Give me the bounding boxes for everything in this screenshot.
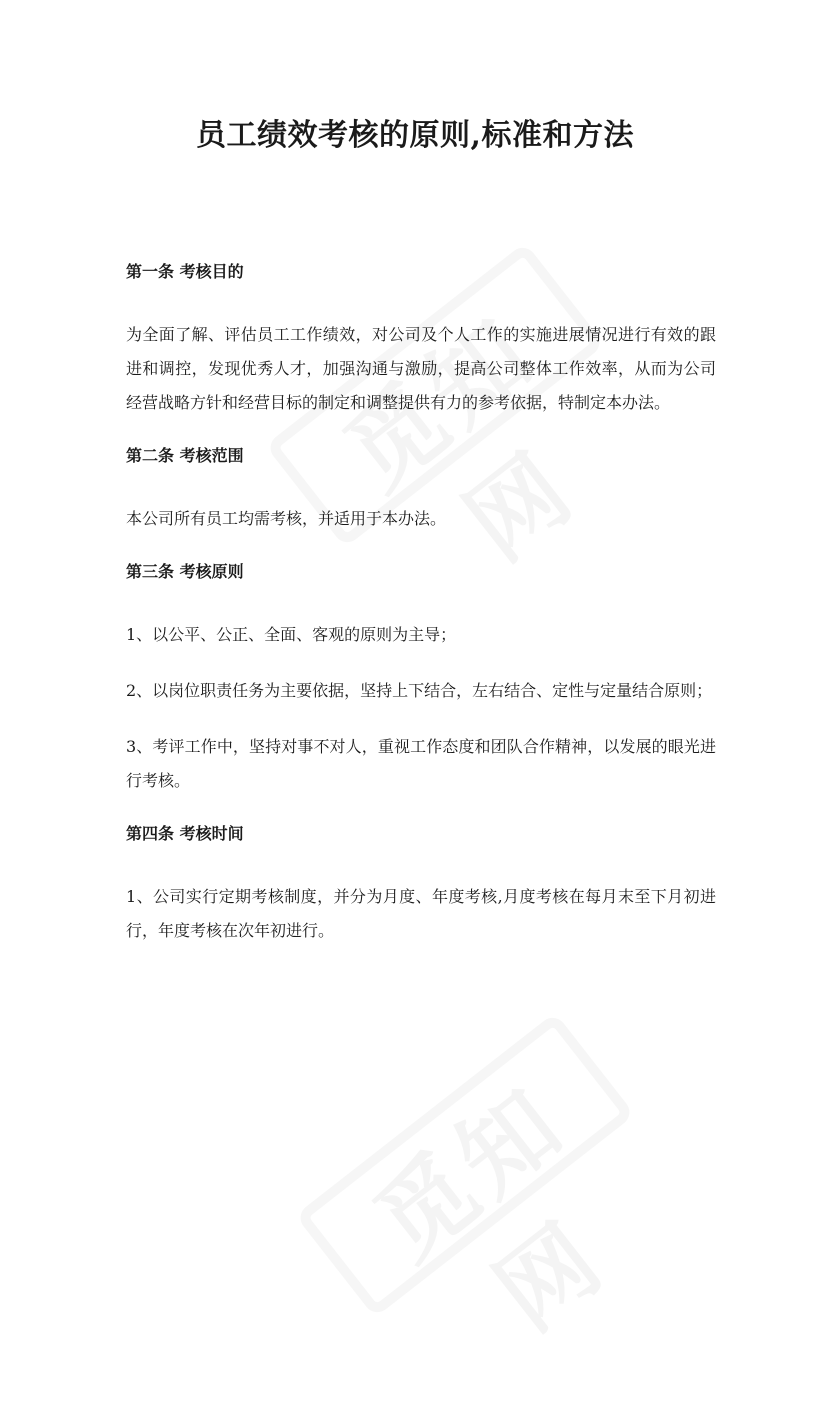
section-heading-principles: 第三条 考核原则 xyxy=(126,562,244,581)
section-heading-scope: 第二条 考核范围 xyxy=(126,446,244,465)
section-heading-timing: 第四条 考核时间 xyxy=(126,824,244,843)
list-item: 1、公司实行定期考核制度，并分为月度、年度考核,月度考核在每月末至下月初进行，年度考核在次年初进行。 xyxy=(126,887,716,940)
paragraph: 为全面了解、评估员工工作绩效，对公司及个人工作的实施进展情况进行有效的跟进和调控，发现优秀人才，加强沟通与激励，提高公司整体工作效率，从而为公司经营战略方针和经营目标的制定和调整提供有力的参考依据，特制定本办法。 xyxy=(126,325,716,412)
watermark-bottom xyxy=(295,1012,635,1318)
list-item: 2、以岗位职责任务为主要依据，坚持上下结合，左右结合、定性与定量结合原则； xyxy=(126,681,713,700)
list-item: 3、考评工作中，坚持对事不对人，重视工作态度和团队合作精神，以发展的眼光进行考核。 xyxy=(126,737,716,790)
section-heading-purpose: 第一条 考核目的 xyxy=(126,262,244,281)
paragraph: 本公司所有员工均需考核，并适用于本办法。 xyxy=(126,509,447,528)
document-body xyxy=(126,258,716,948)
list-item: 1、以公平、公正、全面、客观的原则为主导； xyxy=(126,625,457,644)
document-title: 员工绩效考核的原则,标准和方法 xyxy=(196,118,634,153)
